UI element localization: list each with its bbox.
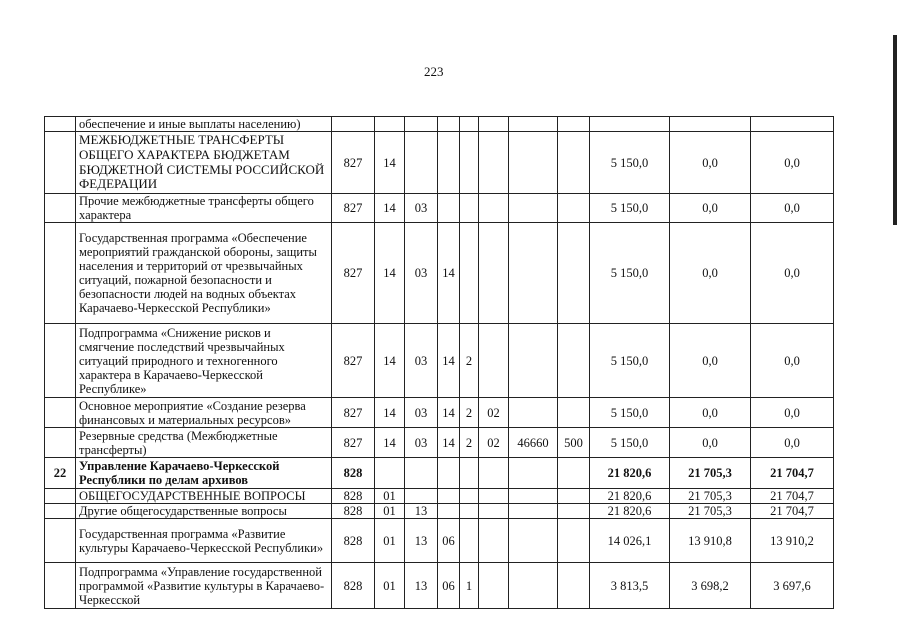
code-ministry-cell: 828 <box>332 458 375 489</box>
table-row <box>45 458 834 489</box>
code-target-subprogram-cell <box>460 519 479 563</box>
code-target-event-cell: 02 <box>479 428 509 458</box>
amount-year-3-cell: 0,0 <box>751 194 834 223</box>
row-name-cell: Управление Карачаево-Черкесской Республики по делам архивов <box>76 458 332 489</box>
amount-year-3-cell: 0,0 <box>751 428 834 458</box>
row-number-cell <box>45 194 76 223</box>
table-row <box>45 324 834 398</box>
amount-year-2-cell: 0,0 <box>670 428 751 458</box>
amount-year-3-cell: 3 697,6 <box>751 563 834 609</box>
amount-year-2-cell: 0,0 <box>670 223 751 324</box>
amount-year-3-cell: 13 910,2 <box>751 519 834 563</box>
amount-year-1-cell: 14 026,1 <box>590 519 670 563</box>
code-target-event-cell <box>479 223 509 324</box>
table-row <box>45 223 834 324</box>
amount-year-2-cell: 21 705,3 <box>670 504 751 519</box>
amount-year-2-cell: 0,0 <box>670 194 751 223</box>
code-expense-type-cell <box>558 563 590 609</box>
code-target-event-cell <box>479 324 509 398</box>
row-number-cell <box>45 117 76 132</box>
code-subsection-cell: 03 <box>405 194 438 223</box>
code-ministry-cell: 827 <box>332 194 375 223</box>
row-name-cell: Основное мероприятие «Создание резерва финансовых и материальных ресурсов» <box>76 398 332 428</box>
row-number-cell <box>45 563 76 609</box>
code-target-event-cell <box>479 132 509 194</box>
row-name-cell: Подпрограмма «Управление государственной программой «Развитие культуры в Карачаево-Черкесской <box>76 563 332 609</box>
code-target-direction-cell <box>509 489 558 504</box>
row-number-cell <box>45 132 76 194</box>
code-target-program-cell: 14 <box>438 398 460 428</box>
amount-year-1-cell: 21 820,6 <box>590 458 670 489</box>
code-ministry-cell: 828 <box>332 563 375 609</box>
code-ministry-cell: 827 <box>332 223 375 324</box>
code-expense-type-cell <box>558 132 590 194</box>
code-target-event-cell <box>479 458 509 489</box>
code-section-cell: 14 <box>375 398 405 428</box>
amount-year-3-cell: 21 704,7 <box>751 504 834 519</box>
code-target-direction-cell <box>509 504 558 519</box>
code-subsection-cell: 13 <box>405 504 438 519</box>
code-target-subprogram-cell <box>460 194 479 223</box>
code-target-subprogram-cell <box>460 489 479 504</box>
code-target-program-cell <box>438 194 460 223</box>
code-expense-type-cell <box>558 489 590 504</box>
code-subsection-cell <box>405 489 438 504</box>
code-target-program-cell: 14 <box>438 324 460 398</box>
amount-year-2-cell <box>670 117 751 132</box>
amount-year-2-cell: 0,0 <box>670 398 751 428</box>
code-target-event-cell <box>479 194 509 223</box>
code-target-program-cell: 14 <box>438 428 460 458</box>
code-expense-type-cell <box>558 117 590 132</box>
code-target-subprogram-cell <box>460 504 479 519</box>
code-subsection-cell: 13 <box>405 563 438 609</box>
row-name-cell: Государственная программа «Развитие культуры Карачаево-Черкесской Республики» <box>76 519 332 563</box>
amount-year-3-cell: 0,0 <box>751 398 834 428</box>
code-section-cell: 01 <box>375 563 405 609</box>
amount-year-1-cell: 5 150,0 <box>590 324 670 398</box>
code-target-program-cell: 06 <box>438 519 460 563</box>
row-number-cell <box>45 324 76 398</box>
code-target-program-cell <box>438 504 460 519</box>
row-name-cell: обеспечение и иные выплаты населению) <box>76 117 332 132</box>
code-expense-type-cell <box>558 519 590 563</box>
code-target-direction-cell <box>509 223 558 324</box>
code-subsection-cell <box>405 132 438 194</box>
code-subsection-cell: 03 <box>405 428 438 458</box>
amount-year-3-cell: 21 704,7 <box>751 458 834 489</box>
row-name-cell: ОБЩЕГОСУДАРСТВЕННЫЕ ВОПРОСЫ <box>76 489 332 504</box>
row-number-cell <box>45 398 76 428</box>
code-target-direction-cell <box>509 117 558 132</box>
code-target-direction-cell <box>509 398 558 428</box>
row-name-cell: Другие общегосударственные вопросы <box>76 504 332 519</box>
row-name-cell: Прочие межбюджетные трансферты общего характера <box>76 194 332 223</box>
code-ministry-cell: 827 <box>332 324 375 398</box>
table-row <box>45 519 834 563</box>
amount-year-2-cell: 21 705,3 <box>670 458 751 489</box>
code-target-event-cell <box>479 563 509 609</box>
code-subsection-cell <box>405 117 438 132</box>
code-target-program-cell: 14 <box>438 223 460 324</box>
code-target-direction-cell <box>509 194 558 223</box>
code-ministry-cell: 828 <box>332 519 375 563</box>
amount-year-1-cell: 5 150,0 <box>590 428 670 458</box>
code-section-cell <box>375 458 405 489</box>
table-row <box>45 398 834 428</box>
code-ministry-cell: 828 <box>332 504 375 519</box>
table-row <box>45 489 834 504</box>
code-target-direction-cell: 46660 <box>509 428 558 458</box>
code-target-subprogram-cell: 2 <box>460 428 479 458</box>
code-target-program-cell <box>438 458 460 489</box>
code-target-direction-cell <box>509 458 558 489</box>
code-expense-type-cell: 500 <box>558 428 590 458</box>
amount-year-2-cell: 0,0 <box>670 132 751 194</box>
code-subsection-cell <box>405 458 438 489</box>
code-target-direction-cell <box>509 324 558 398</box>
code-target-subprogram-cell <box>460 132 479 194</box>
amount-year-1-cell: 5 150,0 <box>590 132 670 194</box>
code-target-subprogram-cell <box>460 117 479 132</box>
row-number-cell <box>45 519 76 563</box>
code-target-event-cell <box>479 117 509 132</box>
code-ministry-cell: 827 <box>332 132 375 194</box>
amount-year-1-cell: 3 813,5 <box>590 563 670 609</box>
amount-year-2-cell: 0,0 <box>670 324 751 398</box>
code-target-subprogram-cell: 2 <box>460 324 479 398</box>
row-name-cell: Подпрограмма «Снижение рисков и смягчение последствий чрезвычайных ситуаций природного и техногенного характера в Карачаево-Черкесской Республике» <box>76 324 332 398</box>
row-name-cell: Резервные средства (Межбюджетные трансферты) <box>76 428 332 458</box>
code-subsection-cell: 13 <box>405 519 438 563</box>
table-row <box>45 117 834 132</box>
code-ministry-cell: 827 <box>332 428 375 458</box>
code-section-cell <box>375 117 405 132</box>
amount-year-1-cell: 21 820,6 <box>590 504 670 519</box>
code-section-cell: 14 <box>375 428 405 458</box>
table-row <box>45 504 834 519</box>
amount-year-3-cell <box>751 117 834 132</box>
amount-year-2-cell: 21 705,3 <box>670 489 751 504</box>
amount-year-2-cell: 13 910,8 <box>670 519 751 563</box>
amount-year-3-cell: 0,0 <box>751 132 834 194</box>
amount-year-2-cell: 3 698,2 <box>670 563 751 609</box>
table-row <box>45 194 834 223</box>
code-target-direction-cell <box>509 563 558 609</box>
row-number-cell <box>45 504 76 519</box>
row-name-cell: Государственная программа «Обеспечение мероприятий гражданской обороны, защиты населения и территорий от чрезвычайных ситуаций, пожарной безопасности и безопасности людей на водных объектах Карачаево-Черкесской Республики» <box>76 223 332 324</box>
amount-year-1-cell: 21 820,6 <box>590 489 670 504</box>
code-target-subprogram-cell: 2 <box>460 398 479 428</box>
code-target-program-cell <box>438 132 460 194</box>
amount-year-1-cell <box>590 117 670 132</box>
page-number: 223 <box>424 64 444 79</box>
budget-table <box>44 116 834 609</box>
code-ministry-cell: 828 <box>332 489 375 504</box>
table-row <box>45 132 834 194</box>
table-row <box>45 563 834 609</box>
row-number-cell: 22 <box>45 458 76 489</box>
amount-year-3-cell: 0,0 <box>751 324 834 398</box>
code-expense-type-cell <box>558 223 590 324</box>
code-target-subprogram-cell <box>460 458 479 489</box>
code-section-cell: 14 <box>375 223 405 324</box>
table-row <box>45 428 834 458</box>
code-subsection-cell: 03 <box>405 223 438 324</box>
code-target-program-cell <box>438 117 460 132</box>
amount-year-1-cell: 5 150,0 <box>590 398 670 428</box>
row-number-cell <box>45 223 76 324</box>
code-section-cell: 14 <box>375 194 405 223</box>
code-ministry-cell: 827 <box>332 398 375 428</box>
amount-year-3-cell: 0,0 <box>751 223 834 324</box>
code-subsection-cell: 03 <box>405 398 438 428</box>
code-section-cell: 01 <box>375 504 405 519</box>
code-expense-type-cell <box>558 504 590 519</box>
code-expense-type-cell <box>558 458 590 489</box>
row-name-cell: МЕЖБЮДЖЕТНЫЕ ТРАНСФЕРТЫ ОБЩЕГО ХАРАКТЕРА БЮДЖЕТАМ БЮДЖЕТНОЙ СИСТЕМЫ РОССИЙСКОЙ ФЕДЕРАЦИИ <box>76 132 332 194</box>
amount-year-1-cell: 5 150,0 <box>590 223 670 324</box>
code-expense-type-cell <box>558 324 590 398</box>
code-target-direction-cell <box>509 519 558 563</box>
code-section-cell: 14 <box>375 324 405 398</box>
row-number-cell <box>45 489 76 504</box>
amount-year-1-cell: 5 150,0 <box>590 194 670 223</box>
code-target-subprogram-cell: 1 <box>460 563 479 609</box>
code-target-event-cell <box>479 519 509 563</box>
code-target-event-cell <box>479 504 509 519</box>
code-section-cell: 01 <box>375 489 405 504</box>
code-expense-type-cell <box>558 398 590 428</box>
code-section-cell: 14 <box>375 132 405 194</box>
code-target-direction-cell <box>509 132 558 194</box>
code-ministry-cell <box>332 117 375 132</box>
code-target-event-cell <box>479 489 509 504</box>
row-number-cell <box>45 428 76 458</box>
scan-edge-mark <box>893 35 897 225</box>
amount-year-3-cell: 21 704,7 <box>751 489 834 504</box>
code-subsection-cell: 03 <box>405 324 438 398</box>
code-section-cell: 01 <box>375 519 405 563</box>
code-target-program-cell <box>438 489 460 504</box>
code-target-subprogram-cell <box>460 223 479 324</box>
code-target-program-cell: 06 <box>438 563 460 609</box>
code-target-event-cell: 02 <box>479 398 509 428</box>
code-expense-type-cell <box>558 194 590 223</box>
